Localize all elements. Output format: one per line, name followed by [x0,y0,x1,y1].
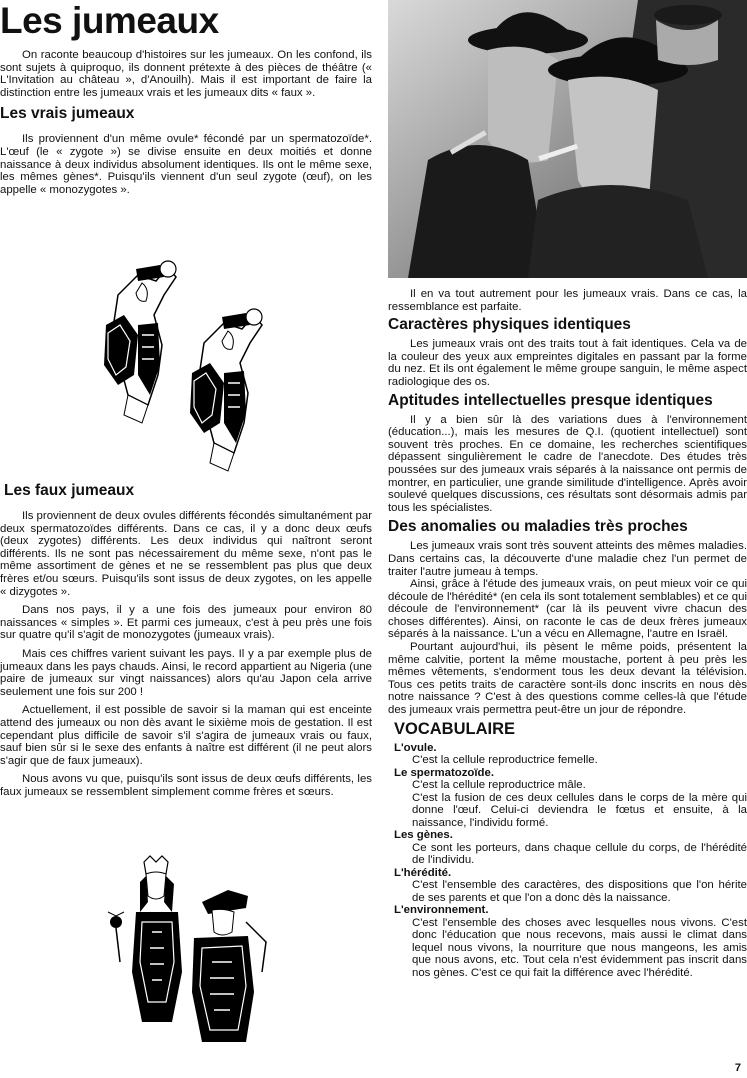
vocab-entry [388,867,747,905]
heading-anomalies: Des anomalies ou maladies très proches [388,518,688,536]
vocab-entry [388,904,747,979]
physiques-text: Les jumeaux vrais ont des traits tout à fait identiques. Cela va de la couleur des yeux aux empreintes digitales en passant par la forme du nez. Et ils ont également le même groupe sanguin, le même aspect radiologique des os. [388,338,747,388]
vocab-definition: C'est la fusion de ces deux cellules dans le corps de la mère qui donne l'œuf. Celui-ci deviendra le fœtus et ensuite, à la naissance, l'individu formé. [412,791,747,829]
vocab-definition: C'est la cellule reproductrice femelle. [412,754,598,767]
vocab-term: Le spermatozoïde. [394,766,495,779]
king-figure-left [104,261,176,423]
intro-paragraph: On raconte beaucoup d'histoires sur les jumeaux. On les confond, ils sont sujets à quiproquo, ils donnent prétexte à des pièces de théâtre (« L'Invitation au château », d'Anouilh). Mais il est important de faire la distinction entre les jumeaux vrais et les jumeaux dits « faux ». [0,49,372,99]
vocab-term: L'hérédité. [394,866,452,879]
vocab-term: L'environnement. [394,904,489,917]
vocab-definition: C'est l'ensemble des caractères, des dispositions que l'on hérite de ses parents et que l'on a donc dès la naissance. [412,879,747,904]
page-number: 7 [734,1062,741,1074]
vocab-entry [388,767,747,830]
faux-paragraph: Dans nos pays, il y a une fois des jumeaux pour environ 80 naissances « simples ». Et parmi ces jumeaux, c'est à peu près une fois sur quatre qu'il s'agit de monozygotes (jumeaux vrais). [0,604,372,642]
identical-kings-illustration [98,255,278,480]
faux-paragraph: Nous avons vu que, puisqu'ils sont issus de deux œufs différents, les faux jumeaux se ressemblent simplement comme frères et sœurs. [0,773,372,798]
faux-paragraph: Ils proviennent de deux ovules différents fécondés simultanément par deux spermatozoïdes différents. Dans ce cas, il y a donc deux œufs (deux zygotes) différents. Les deux individus qui naîtront seront différents. Ils ne sont pas nécessairement du même sexe, n'ont pas le même assortiment de gènes et ne se ressemblent pas plus que deux frères et/ou sœurs. Puisqu'ils sont issus de deux zygotes, on les appelle « dizygotes ». [0,510,372,598]
page-title: Les jumeaux [0,0,219,41]
vocab-entry [388,829,747,867]
anomalies-paragraph: Pourtant aujourd'hui, ils pèsent le même poids, présentent la même calvitie, portent la même moustache, portent à peu près les mêmes vêtements, s'endorment tous les deux devant la télévision. Tous ces petits traits de caractère sont-ils donc inscrits en nous dès notre naissance ? C'est à des questions comme celles-là que l'étude des jumeaux vrais permettra peut-être un jour de répondre. [388,641,747,717]
anomalies-paragraph: Les jumeaux vrais sont très souvent atteints des mêmes maladies. Dans certains cas, la découverte d'une maladie chez l'un permet de traiter l'autre jumeau à temps. [388,540,747,578]
queen-figure [108,856,182,1022]
heading-vrais-jumeaux: Les vrais jumeaux [0,105,135,123]
faux-paragraph: Actuellement, il est possible de savoir si la maman qui est enceinte attend des jumeaux ou non dès avant le sixième mois de gestation. Il est cependant plus difficile de savoir s'il s'agira de jumeaux vrais ou faux, sauf bien sûr si le sexe des enfants à naître est différent (il ne peut alors s'agir que de faux jumeaux). [0,704,372,767]
vocab-entry [388,742,747,767]
vocab-definition: C'est la cellule reproductrice mâle. [412,779,586,792]
vocabulary-section [388,720,747,980]
right-column [388,288,747,979]
faux-paragraph: Mais ces chiffres varient suivant les pays. Il y a par exemple plus de jumeaux dans les pays chauds. Ainsi, le record appartient au Nigeria (une paire de jumeaux sur vingt naissances) alors qu'au Japon cela arrive seulement une fois sur 200 ! [0,647,372,698]
heading-aptitudes: Aptitudes intellectuelles presque identiques [388,391,713,409]
vocab-definition: Ce sont les porteurs, dans chaque cellule du corps, de l'hérédité de l'individu. [412,841,747,867]
vocab-term: L'ovule. [394,741,437,754]
king-figure-right [190,309,262,471]
left-column [0,0,372,798]
king-figure [192,890,266,1042]
vrais-jumeaux-text: Ils proviennent d'un même ovule* fécondé par un spermatozoïde*. L'œuf (le « zygote ») se divise ensuite en deux moitiés et donne naissance à deux individus absolument identiques. Ils ont le même sexe, les mêmes gènes*. Puisqu'ils viennent d'un seul zygote (œuf), on les appelle « monozygotes ». [0,133,372,196]
twins-photo [388,0,747,278]
photo-image [388,0,747,278]
aptitudes-text: Il y a bien sûr là des variations dues à l'environnement (éducation...), mais les mesures de Q.I. (quotient intellectuel) sont souvent très proches. En ce domaine, les recherches scientifiques dépassent singulièrement le cadre de l'anecdote. Des études très poussées sur des jumeaux vrais séparés à la naissance ont permis de montrer, en particulier, une grande similitude d'intelligence. Après avoir soulevé quelques discussions, ces résultats sont désormais admis par tous les spécialistes. [388,413,747,514]
queen-and-king-illustration [100,852,280,1052]
heading-faux-jumeaux: Les faux jumeaux [4,482,135,499]
vocab-term: Les gènes. [394,829,453,842]
faux-jumeaux-body [0,510,372,798]
heading-physiques: Caractères physiques identiques [388,316,631,334]
vocabulary-heading: VOCABULAIRE [394,719,516,738]
vocab-definition: C'est l'ensemble des choses avec lesquelles nous vivons. C'est donc l'éducation que nous recevons, mais aussi le climat dans lequel nous vivons, la nourriture que nous mangeons, les amis que nous avons, etc. Tout cela n'est évidemment pas inscrit dans nos gènes. C'est ce qui fait la différence avec l'hérédité. [412,916,747,979]
right-intro: Il en va tout autrement pour les jumeaux vrais. Dans ce cas, la ressemblance est parfaite. [388,288,747,313]
anomalies-paragraph: Ainsi, grâce à l'étude des jumeaux vrais, on peut mieux voir ce qui découle de l'hérédité* (en cela ils sont totalement semblables) et ce qui découle de l'environnement* (car là ils peuvent vivre chacun des choses différentes). Ainsi, on raconte le cas de deux frères jumeaux séparés à la naissance. L'un a vécu en Allemagne, l'autre en Israël. [388,578,747,641]
